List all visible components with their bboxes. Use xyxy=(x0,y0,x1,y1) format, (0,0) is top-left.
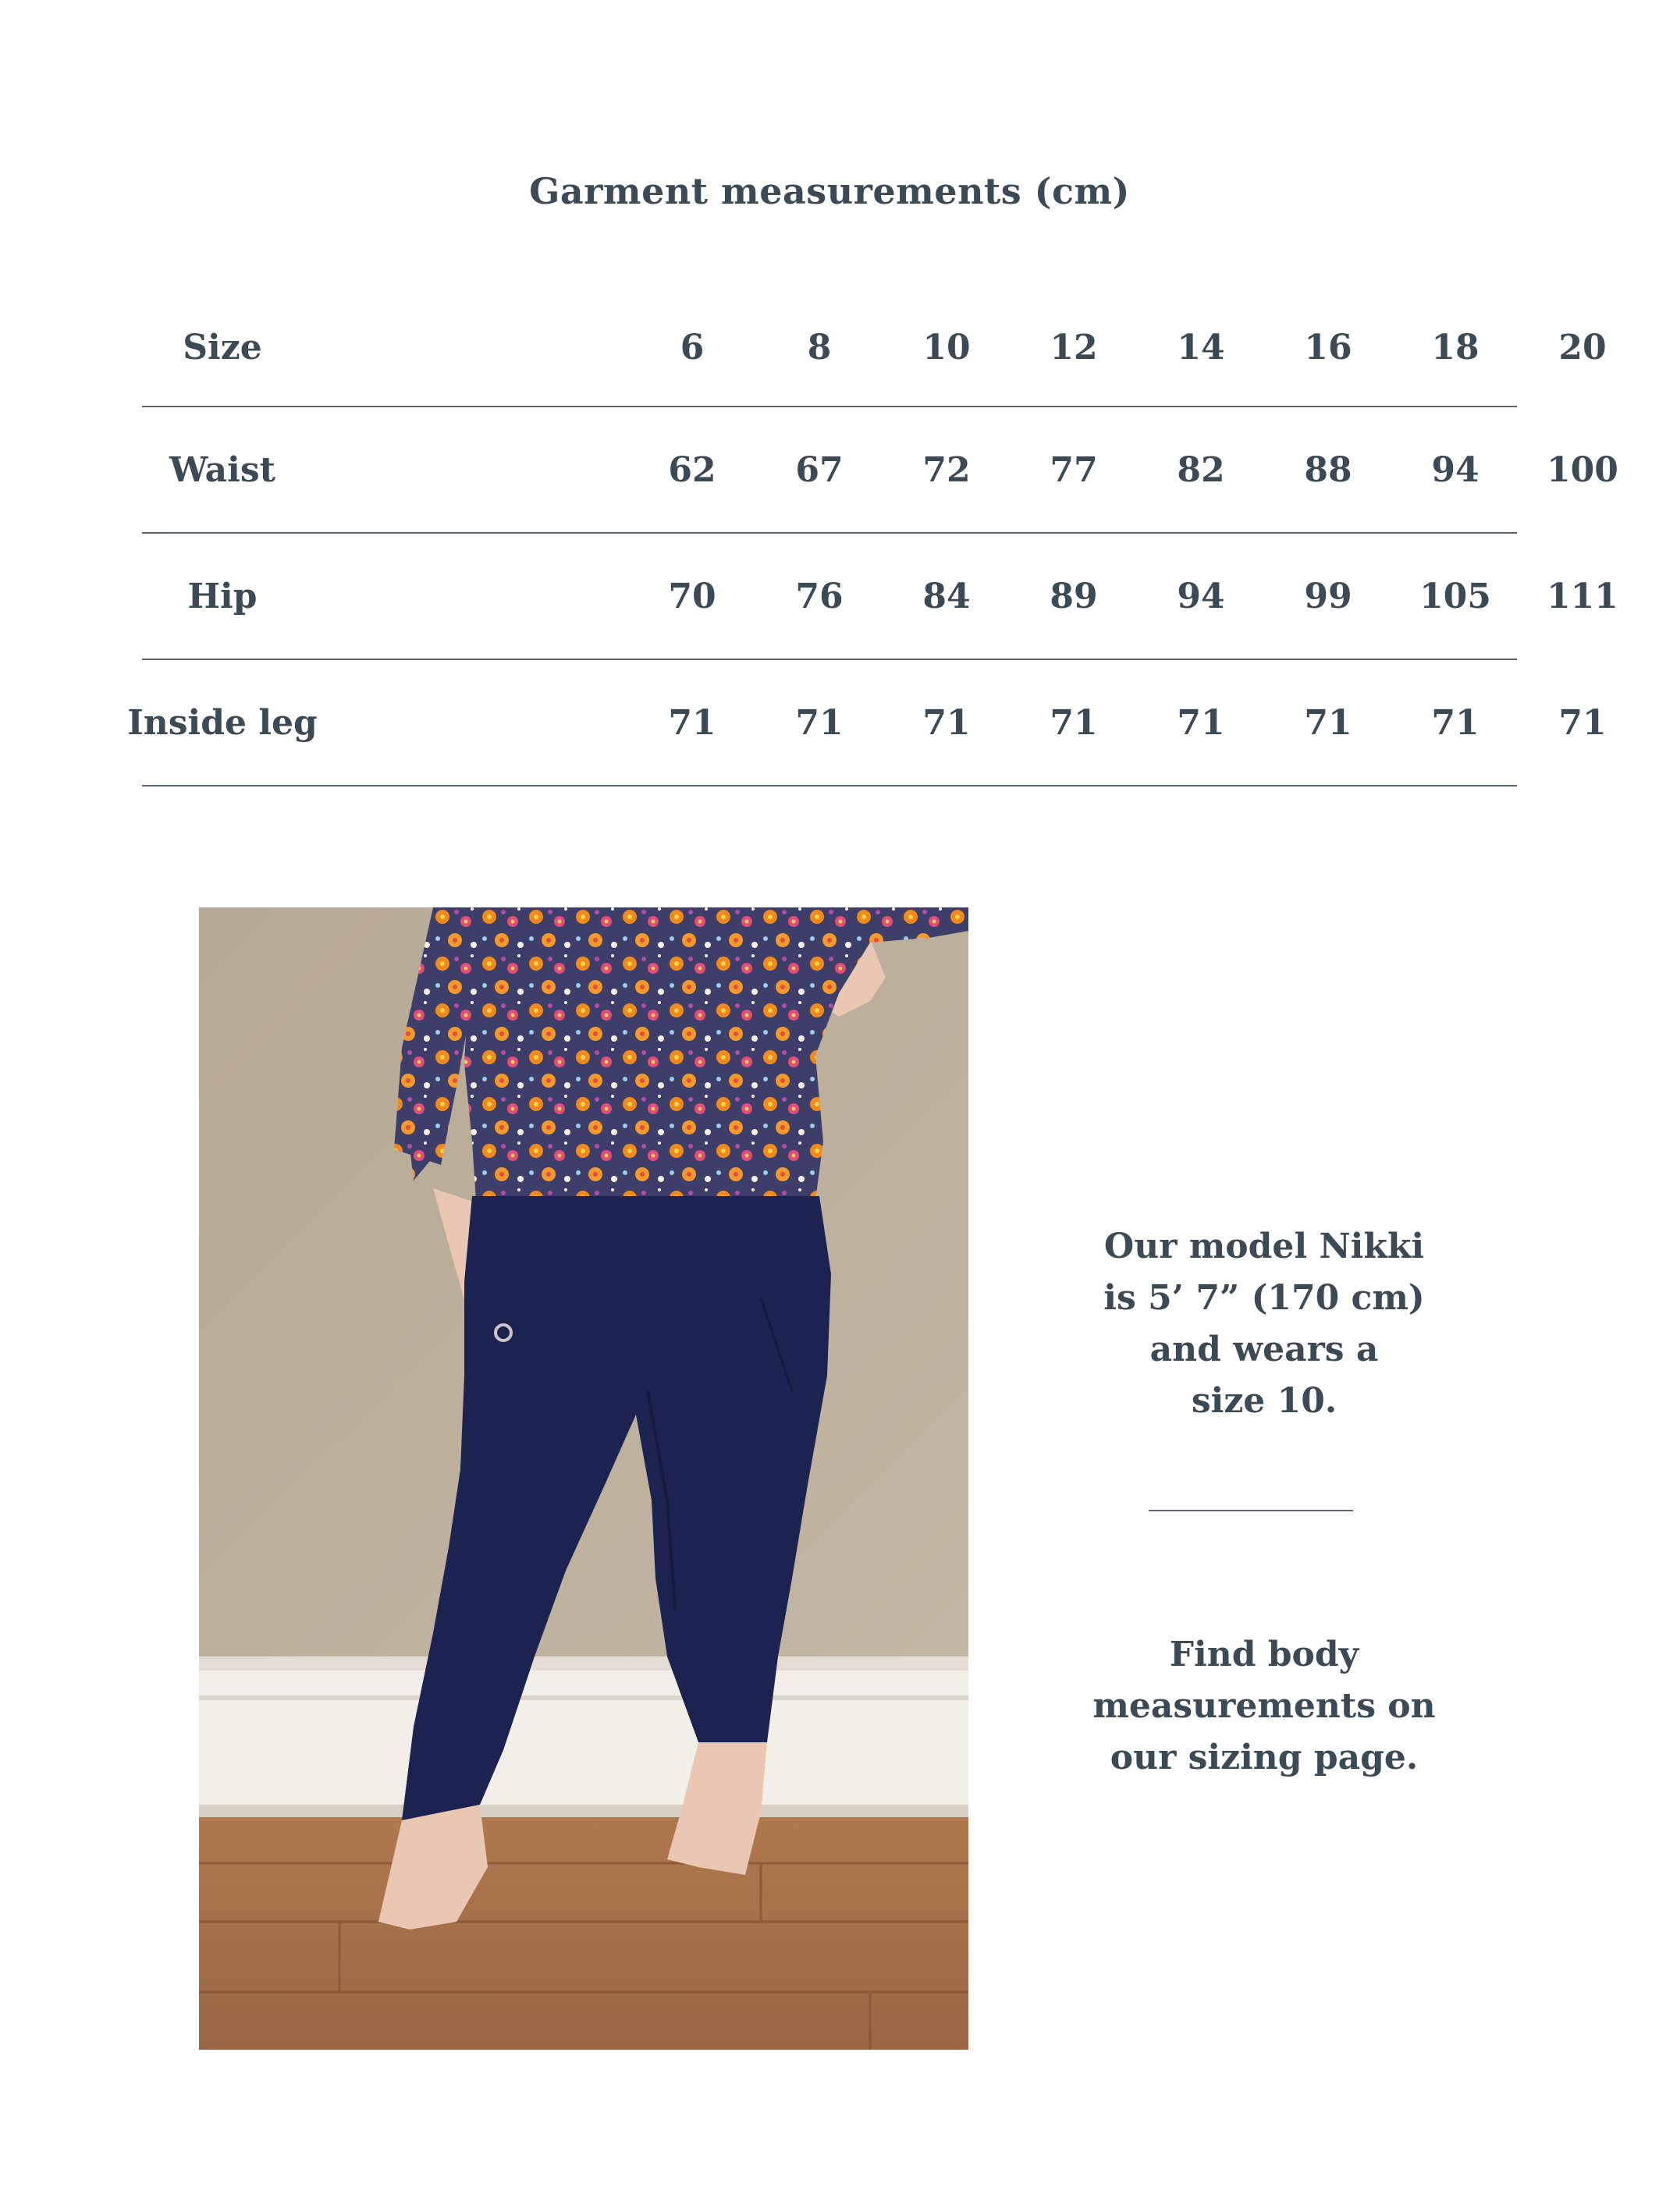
table-cell: 71 xyxy=(1558,702,1607,743)
table-cell: 71 xyxy=(1177,702,1225,743)
table-row-hip xyxy=(142,534,1618,660)
table-cell: 71 xyxy=(922,702,971,743)
size-cell: 16 xyxy=(1304,327,1352,367)
table-cell: 77 xyxy=(1050,449,1098,490)
divider xyxy=(1149,1510,1353,1511)
page-title: Garment measurements (cm) xyxy=(529,170,1130,212)
table-cell: 67 xyxy=(795,449,844,490)
table-row-inside-leg xyxy=(127,660,1607,786)
table-cell: 100 xyxy=(1547,449,1618,490)
size-cell: 6 xyxy=(680,327,705,367)
table-cell: 94 xyxy=(1431,449,1480,490)
table-cell: 89 xyxy=(1050,576,1098,616)
sizing-page-note xyxy=(1053,1629,1475,1784)
row-label: Hip xyxy=(187,576,258,616)
garment-measurements-table xyxy=(127,289,1618,786)
table-cell: 105 xyxy=(1419,576,1491,616)
table-cell: 72 xyxy=(922,449,971,490)
table-cell: 76 xyxy=(795,576,844,616)
model-note-line: and wears a xyxy=(1149,1330,1379,1369)
model-size-note xyxy=(1053,1221,1475,1427)
table-row-waist xyxy=(142,407,1618,534)
table-cell: 84 xyxy=(922,576,971,616)
table-cell: 71 xyxy=(795,702,844,743)
table-cell: 62 xyxy=(668,449,716,490)
size-cell: 8 xyxy=(807,327,832,367)
row-label: Waist xyxy=(169,449,275,490)
table-header-row xyxy=(142,289,1607,407)
table-cell: 94 xyxy=(1177,576,1225,616)
model-note-line: Our model Nikki xyxy=(1103,1227,1425,1266)
table-cell: 71 xyxy=(1304,702,1352,743)
sizing-note-line: measurements on xyxy=(1092,1686,1436,1726)
table-cell: 99 xyxy=(1304,576,1352,616)
sizing-note-line: our sizing page. xyxy=(1110,1738,1419,1777)
size-cell: 10 xyxy=(922,327,971,367)
table-cell: 71 xyxy=(1431,702,1480,743)
table-cell: 82 xyxy=(1177,449,1225,490)
sizing-note-line: Find body xyxy=(1169,1635,1359,1674)
model-note-line: is 5’ 7” (170 cm) xyxy=(1103,1278,1425,1318)
size-cell: 12 xyxy=(1050,327,1098,367)
size-cell: 20 xyxy=(1558,327,1607,367)
table-cell: 71 xyxy=(1050,702,1098,743)
table-cell: 111 xyxy=(1547,576,1618,616)
model-photo xyxy=(199,907,968,2050)
model-note-line: size 10. xyxy=(1191,1381,1338,1421)
size-cell: 14 xyxy=(1177,327,1225,367)
table-cell: 71 xyxy=(668,702,716,743)
table-cell: 70 xyxy=(668,576,716,616)
table-cell: 88 xyxy=(1304,449,1352,490)
row-label: Size xyxy=(183,327,262,367)
row-label: Inside leg xyxy=(127,702,318,743)
size-cell: 18 xyxy=(1431,327,1480,367)
